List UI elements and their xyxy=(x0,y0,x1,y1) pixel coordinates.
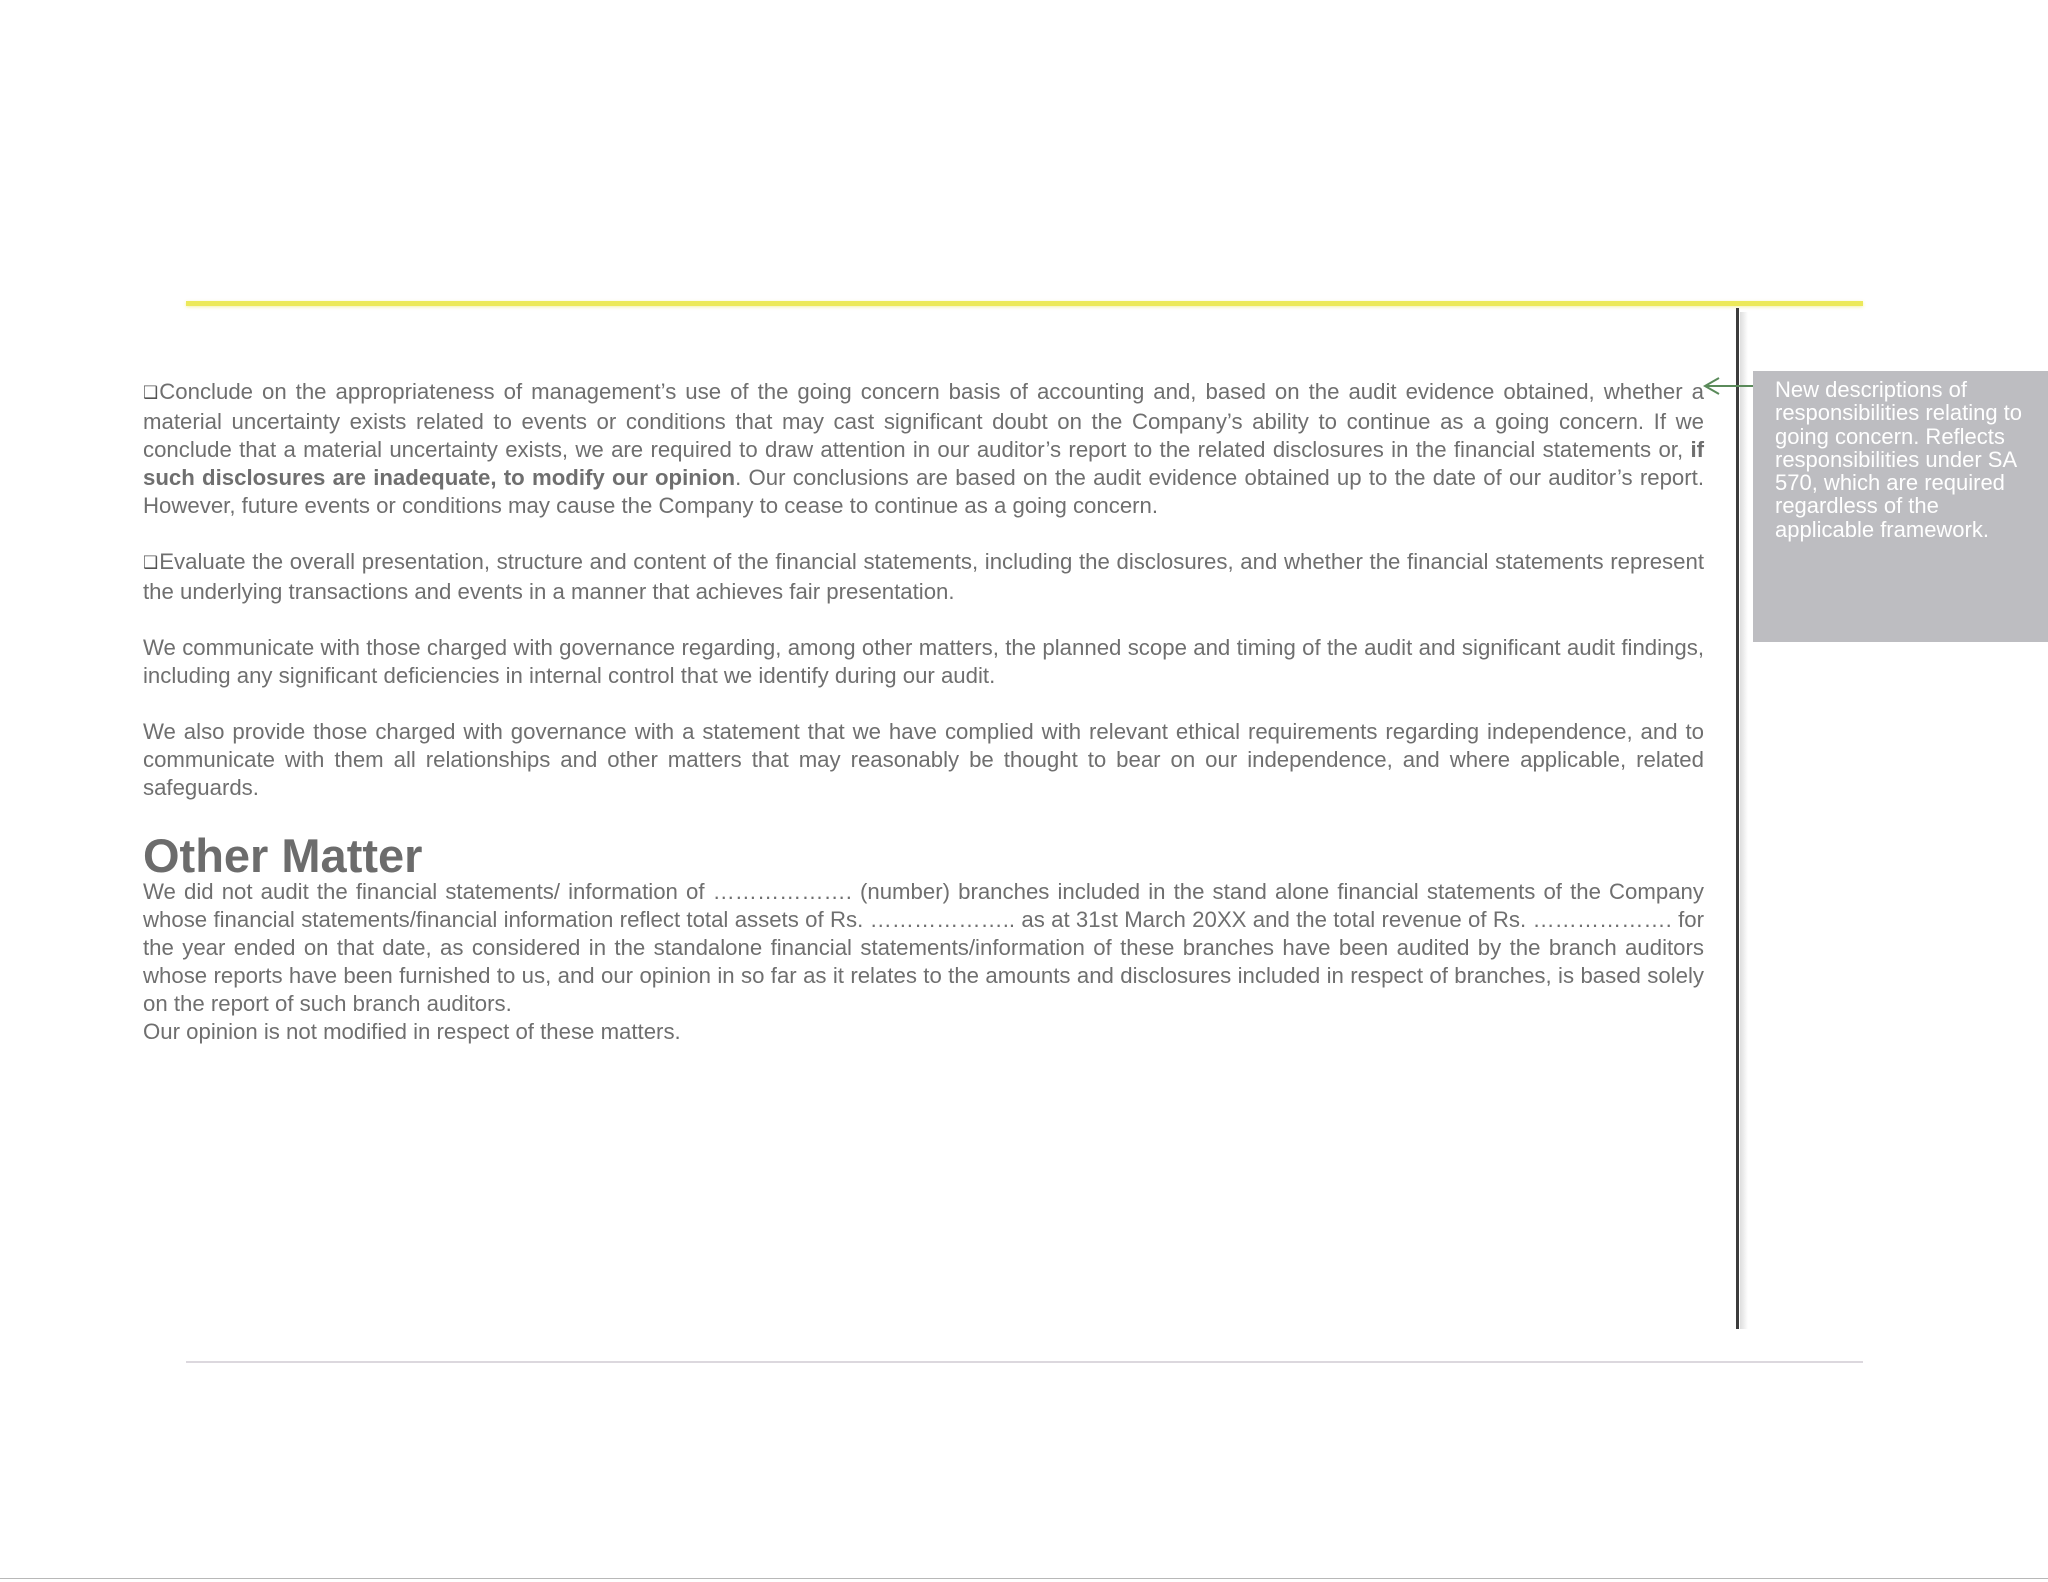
paragraph-governance-communication: We communicate with those charged with governance regarding, among other matters, the planned scope and timing of the audit and significant audit findings, including any significant deficiencies in internal control that we identify during our audit. xyxy=(143,635,1704,688)
sidenote-callout xyxy=(1753,371,2048,642)
checkbox-bullet-icon: ❑ xyxy=(143,553,159,573)
vertical-rule-shadow xyxy=(1740,312,1748,1329)
checkbox-bullet-icon: ❑ xyxy=(143,383,159,403)
paragraph-independence: We also provide those charged with governance with a statement that we have complied with relevant ethical requirements regarding independence, and to communicate with them all relationships and other matters that may reasonably be thought to bear on our independence, and where applicable, related safeguards. xyxy=(143,719,1704,800)
paragraph-going-concern xyxy=(143,378,1704,520)
sidenote-text: New descriptions of responsibilities relating to going concern. Reflects responsibilities under SA 570, which are required regardless of the applicable framework. xyxy=(1775,377,2023,542)
page-edge-line xyxy=(0,1578,2048,1579)
vertical-divider xyxy=(1736,308,1739,1329)
other-matter-closing: Our opinion is not modified in respect of these matters. xyxy=(143,1019,681,1044)
other-matter-heading: Other Matter xyxy=(143,829,423,882)
going-concern-emphasis: if such disclosures are inadequate, to modify our opinion xyxy=(143,437,1704,490)
going-concern-text-part2: . Our conclusions are based on the audit evidence obtained up to the date of our auditor’s report. However, future events or conditions may cause the Company to cease to continue as a going concern. xyxy=(143,465,1704,518)
paragraph-presentation xyxy=(143,548,1704,606)
document-body xyxy=(143,378,1704,1046)
bottom-rule xyxy=(186,1361,1863,1363)
top-highlight-rule xyxy=(186,301,1863,306)
going-concern-text-part1: Conclude on the appropriateness of management’s use of the going concern basis of accounting and, based on the audit evidence obtained, whether a material uncertainty exists related to events or conditions that may cast significant doubt on the Company’s ability to continue as a going concern. If we conclude that a material uncertainty exists, we are required to draw attention in our auditor’s report to the related disclosures in the financial statements or, xyxy=(143,379,1704,462)
presentation-text: Evaluate the overall presentation, structure and content of the financial statements, including the disclosures, and whether the financial statements represent the underlying transactions and events in a manner that achieves fair presentation. xyxy=(143,549,1704,604)
other-matter-body: We did not audit the financial statements/ information of ………………. (number) branches included in the stand alone financial statements of the Company whose financial statements/financial information reflect total assets of Rs. ……………….. as at 31st March 20XX and the total revenue of Rs. ………………. for the year ended on that date, as considered in the standalone financial statements/information of these branches have been audited by the branch auditors whose reports have been furnished to us, and our opinion in so far as it relates to the amounts and disclosures included in respect of branches, is based solely on the report of such branch auditors. xyxy=(143,879,1704,1016)
